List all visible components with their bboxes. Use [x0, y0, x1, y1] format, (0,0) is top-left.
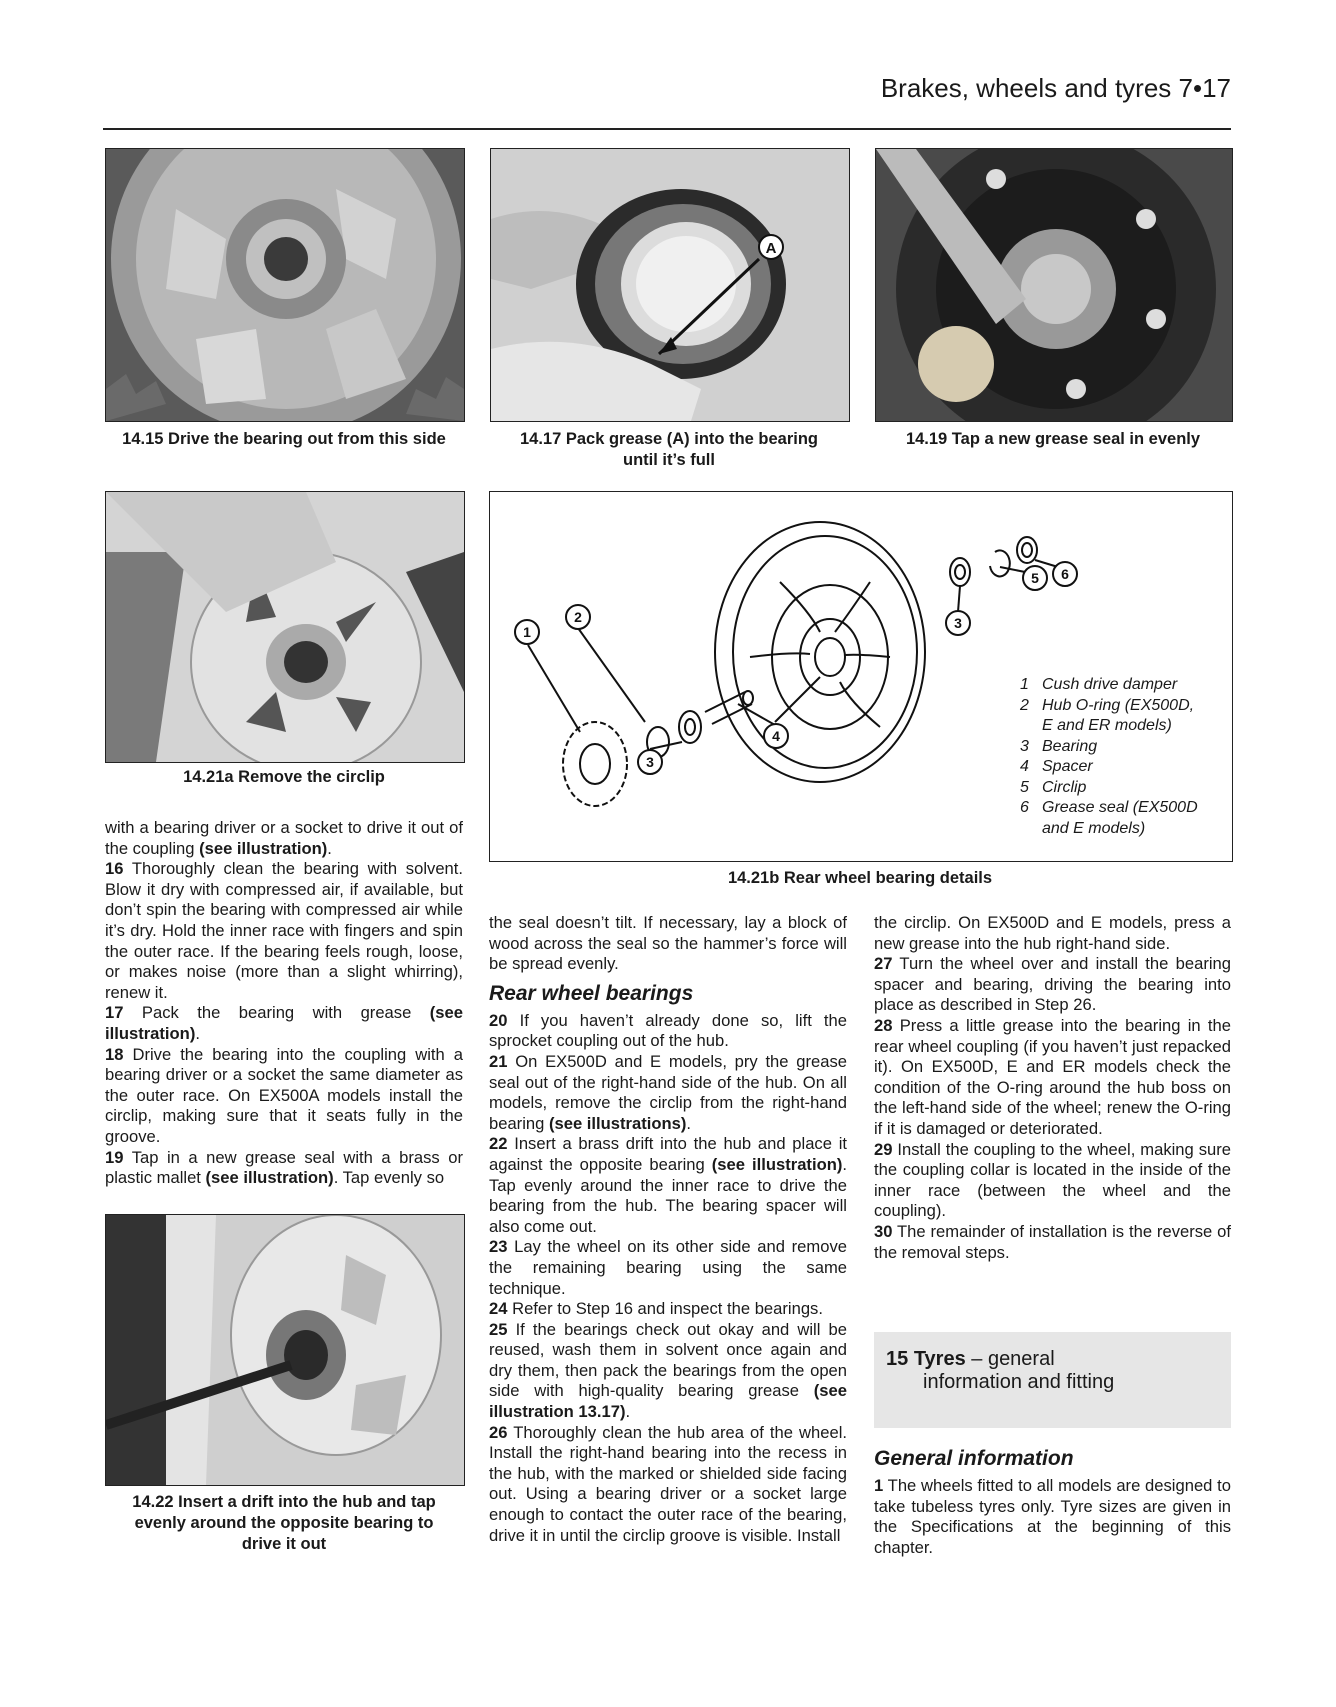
caption-14-17-line1: 14.17 Pack grease (A) into the bearing	[519, 430, 819, 448]
bearing-grease-photo	[491, 149, 849, 421]
caption-14-17-line2: until it’s full	[623, 451, 715, 469]
callout-1: 1	[523, 624, 531, 640]
caption-14-21a: 14.21a Remove the circlip	[183, 768, 385, 786]
grease-seal-photo	[876, 149, 1232, 421]
text-column-1: with a bearing driver or a socket to drive it out of the coupling (see illustration). 16 Thoroughly clean the bearing with solvent. Blow it dry with compressed air, if available, but don’t spin the bearing with compressed air while it’s dry. Hold the inner race with fingers and spin the outer race. If the bearing feels rough, loose, or makes noise (more than a slight whirring), renew it. 17 Pack the bearing with grease (see illustration). 18 Drive the bearing into the coupling with a bearing driver or a socket the same diameter as the outer race. On EX500A models install the circlip, making sure that it seats fully in the groove. 19 Tap in a new grease seal with a brass or plastic mallet (see illustration). Tap evenly so	[105, 818, 463, 1188]
caption-14-21b: 14.21b Rear wheel bearing details	[727, 869, 993, 887]
text-column-3-lower: General information 1 The wheels fitted to all models are designed to take tubeless tyres only. Tyre sizes are given in the Specifications at the beginning of this chapter.	[874, 1447, 1231, 1557]
caption-14-22: 14.22 Insert a drift into the hub and tap evenly around the opposite bearing to drive it out	[132, 1493, 436, 1553]
caption-14-19: 14.19 Tap a new grease seal in evenly	[905, 430, 1201, 448]
callout-3-right: 3	[954, 615, 962, 631]
heading-rear-wheel-bearings: Rear wheel bearings	[489, 981, 694, 1005]
running-header	[103, 72, 1231, 130]
callout-3-left: 3	[646, 754, 654, 770]
diagram-legend: 1 Cush drive damper 2 Hub O-ring (EX500D, E and ER models) 3 Bearing 4 Spacer 5 Circlip 6 Grease seal (EX500D and E models)	[1020, 676, 1198, 837]
text-column-2: the seal doesn’t tilt. If necessary, lay a block of wood across the seal so the hammer’s force will be spread evenly. Rear wheel bearings 20 If you haven’t already done so, lift the sprocket coupling out of the hub. 21 On EX500D and E models, pry the grease seal out of the right-hand side of the hub. On all models, remove the circlip from the right-hand bearing (see illustrations). 22 Insert a brass drift into the hub and place it against the opposite bearing (see illustration). Tap evenly around the inner race to drive the bearing from the hub. The bearing spacer will also come out. 23 Lay the wheel on its other side and remove the remaining bearing using the same technique. 24 Refer to Step 16 and inspect the bearings. 25 If the bearings check out okay and will be reused, wash them in solvent once again and dry them, then pack the bearings from the open side with high-quality bearing grease (see illustration 13.17). 26 Thoroughly clean the hub area of the wheel. Install the right-hand bearing into the recess in the hub, with the marked or shielded side facing out. Using a bearing driver or a socket large enough to contact the outer race of the bearing, drive it in until the circlip groove is visible. Install	[489, 913, 847, 1545]
callout-6: 6	[1061, 566, 1069, 582]
photo-14-21a	[105, 491, 465, 763]
hub-drift-photo	[106, 1215, 464, 1485]
callout-4: 4	[772, 728, 780, 744]
photo-14-17	[490, 148, 850, 422]
callout-2: 2	[574, 609, 582, 625]
wheel-circlip-photo	[106, 492, 464, 762]
caption-14-15: 14.15 Drive the bearing out from this side	[122, 430, 446, 448]
callout-a: A	[765, 240, 777, 257]
photo-14-19	[875, 148, 1233, 422]
caption-14-17	[490, 429, 848, 471]
callout-5: 5	[1031, 570, 1039, 586]
photo-14-22	[105, 1214, 465, 1486]
section-15-heading-box: 15 Tyres – general information and fitting	[874, 1332, 1231, 1428]
page-title: Brakes, wheels and tyres 7•17	[880, 73, 1231, 103]
text-column-3: the circlip. On EX500D and E models, press a new grease into the hub right-hand side. 27 Turn the wheel over and install the bearing spacer and bearing, driving the bearing into place as described in Step 26. 28 Press a little grease into the bearing in the rear wheel coupling (if you haven’t just repacked it). On EX500D, E and ER models check the condition of the O-ring around the hub boss on the left-hand side of the wheel; renew the O-ring if it is damaged or deteriorated. 29 Install the coupling to the wheel, making sure the coupling collar is located in the inside of the inner race (between the wheel and the coupling). 30 The remainder of installation is the reverse of the removal steps.	[874, 913, 1231, 1262]
sprocket-coupling-photo	[106, 149, 464, 421]
photo-14-15	[105, 148, 465, 422]
heading-general-information: General information	[874, 1447, 1074, 1470]
